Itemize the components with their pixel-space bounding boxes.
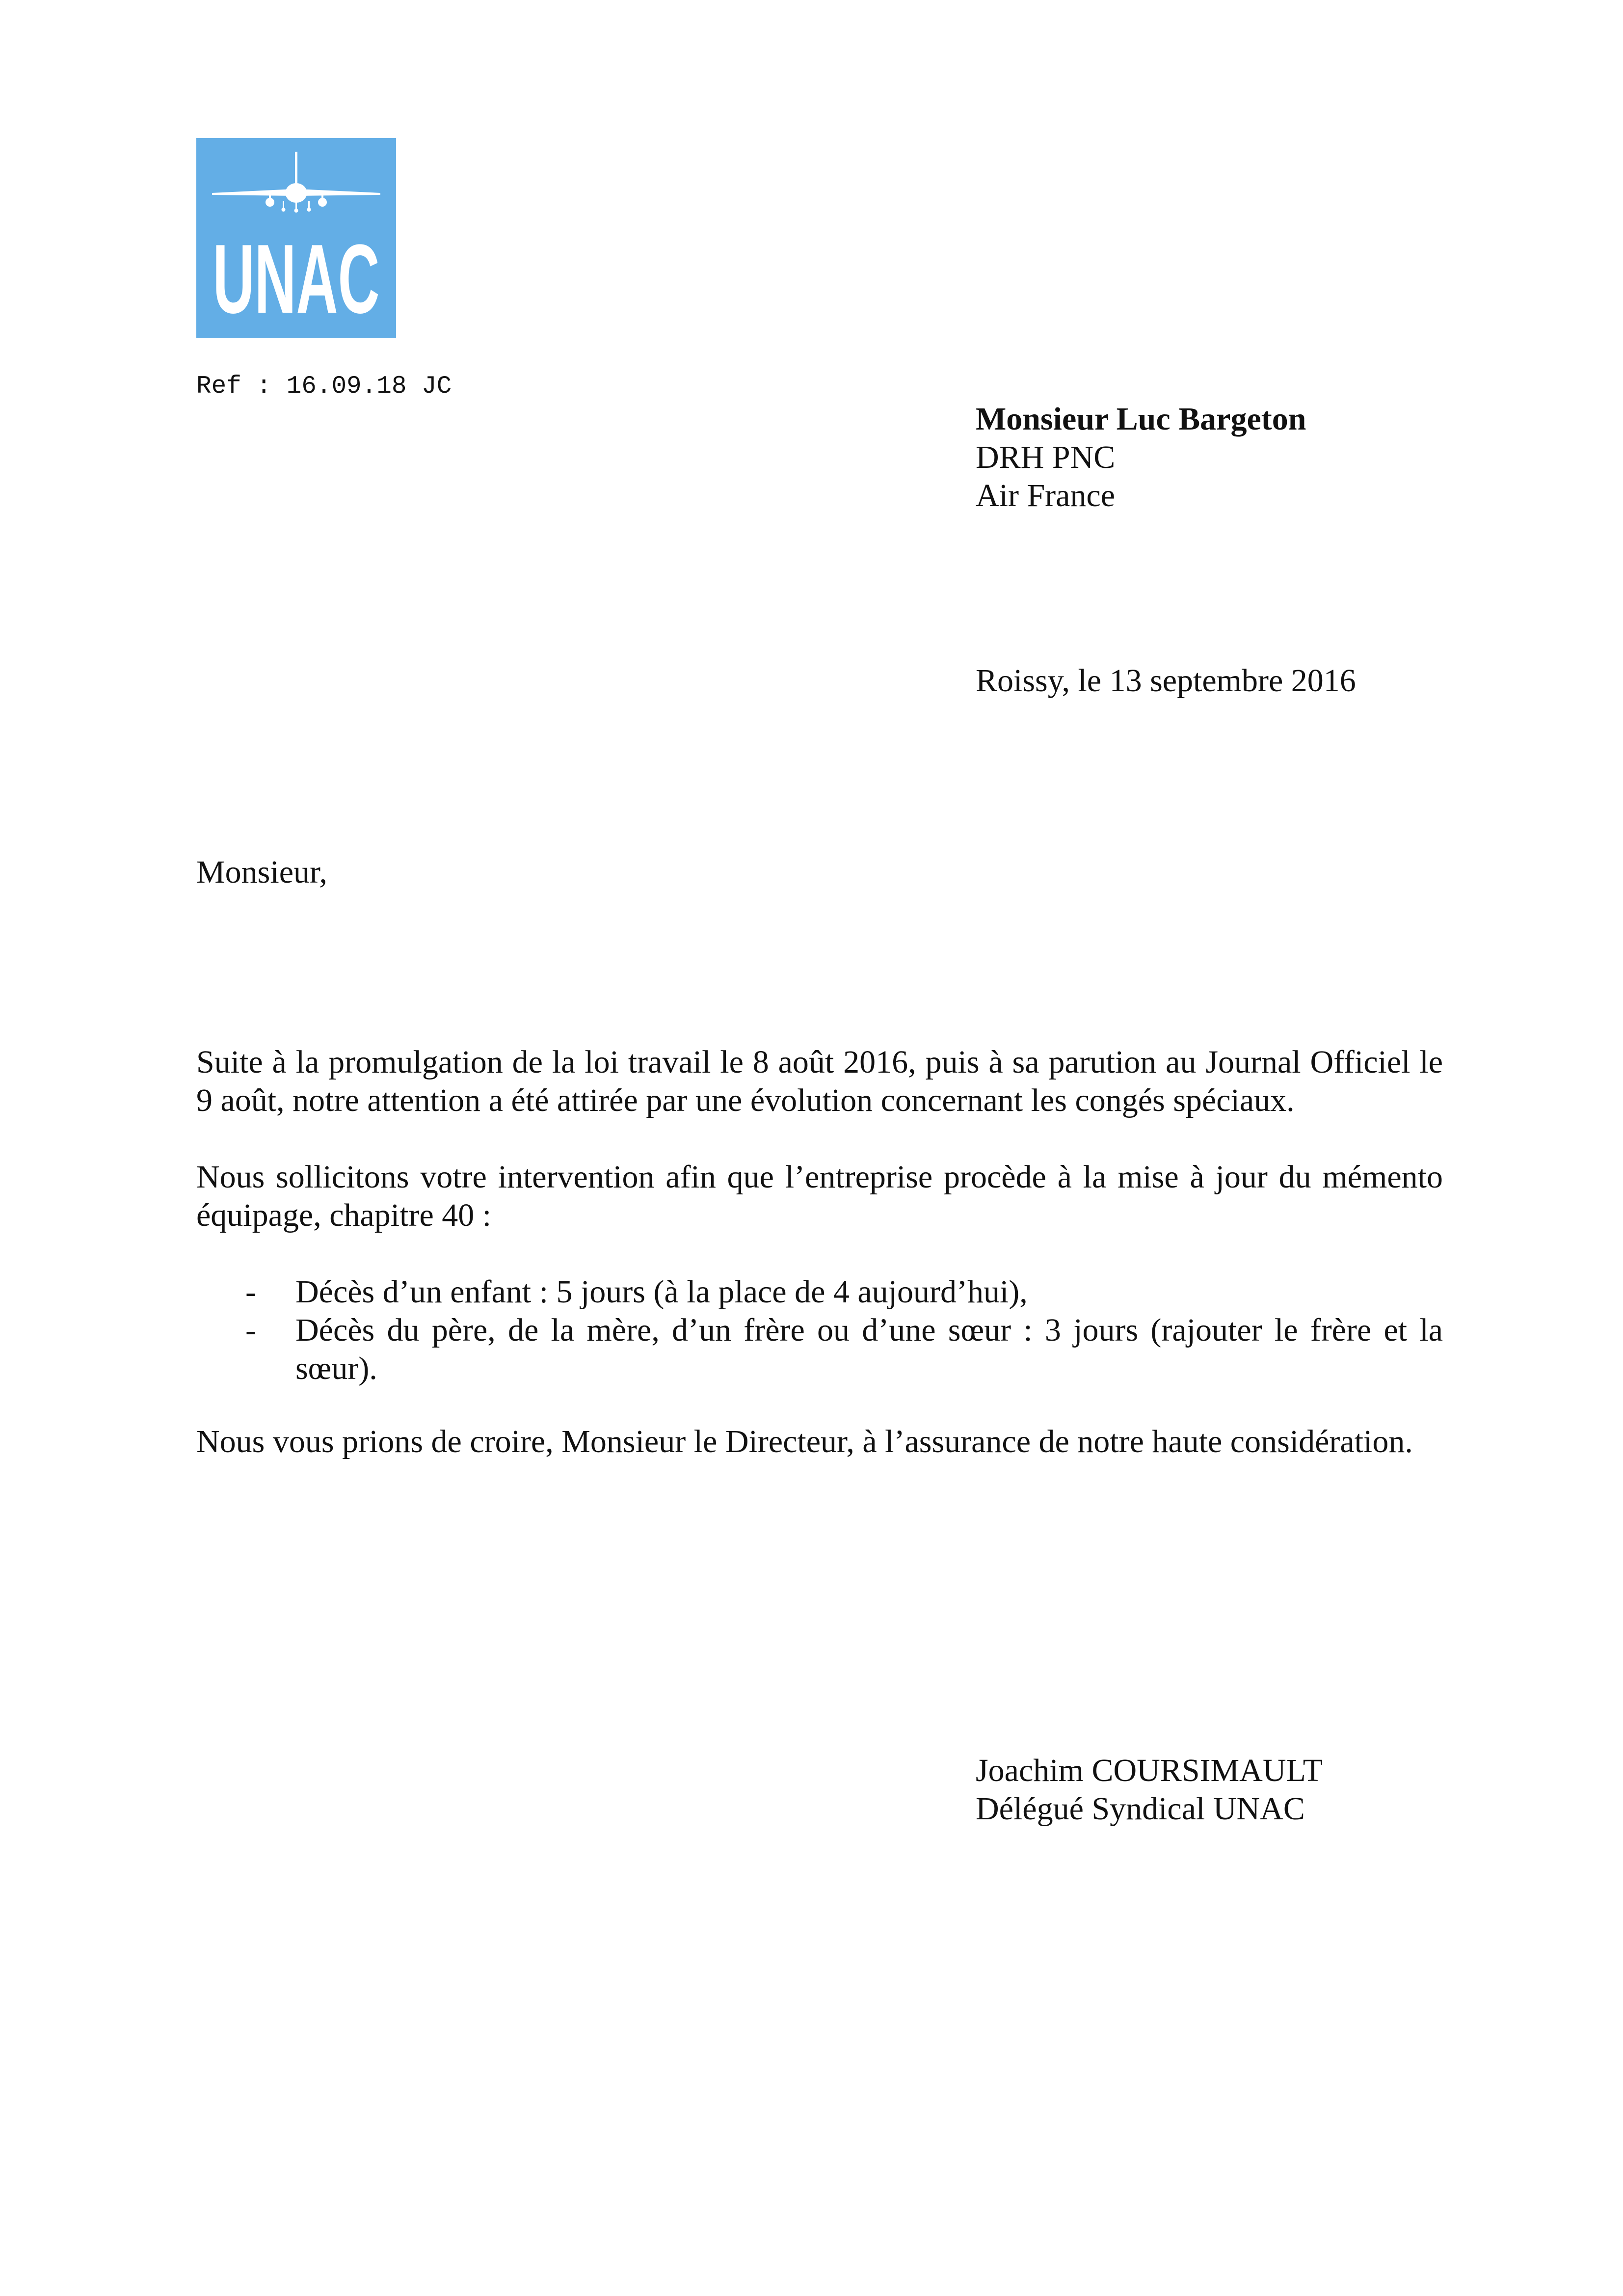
unac-logo — [196, 138, 396, 338]
list-item — [196, 1273, 1443, 1311]
recipient-name: Monsieur Luc Bargeton — [976, 401, 1306, 437]
body-list — [196, 1273, 1443, 1388]
list-item-text: Décès d’un enfant : 5 jours (à la place de 4 aujourd’hui), — [295, 1274, 1028, 1310]
recipient-title: DRH PNC — [976, 439, 1116, 475]
list-dash: - — [245, 1312, 256, 1348]
body-paragraph-2: Nous sollicitons votre intervention afin que l’entreprise procède à la mise à jour du mémento équipage, chapitre 40 : — [196, 1159, 1443, 1233]
airplane-icon — [196, 138, 396, 338]
signature-name: Joachim COURSIMAULT — [976, 1753, 1323, 1788]
body-paragraph-1: Suite à la promulgation de la loi travail le 8 août 2016, puis à sa parution au Journal Officiel le 9 août, notre attention a été attirée par une évolution concernant les congés spéciaux. — [196, 1044, 1443, 1118]
signature-block — [976, 1752, 1323, 1828]
salutation: Monsieur, — [196, 854, 327, 890]
letter-date: Roissy, le 13 septembre 2016 — [976, 663, 1356, 699]
list-item — [196, 1311, 1443, 1388]
closing-paragraph: Nous vous prions de croire, Monsieur le Directeur, à l’assurance de notre haute considération. — [196, 1424, 1413, 1459]
logo-text: UNAC — [213, 224, 380, 334]
list-dash: - — [245, 1274, 256, 1310]
recipient-company: Air France — [976, 478, 1116, 513]
recipient-block — [976, 400, 1306, 515]
signature-role: Délégué Syndical UNAC — [976, 1791, 1305, 1827]
list-item-text: Décès du père, de la mère, d’un frère ou d’une sœur : 3 jours (rajouter le frère et la sœur). — [295, 1312, 1443, 1386]
reference-number: Ref : 16.09.18 JC — [196, 373, 452, 401]
letter-body — [196, 1043, 1443, 1499]
